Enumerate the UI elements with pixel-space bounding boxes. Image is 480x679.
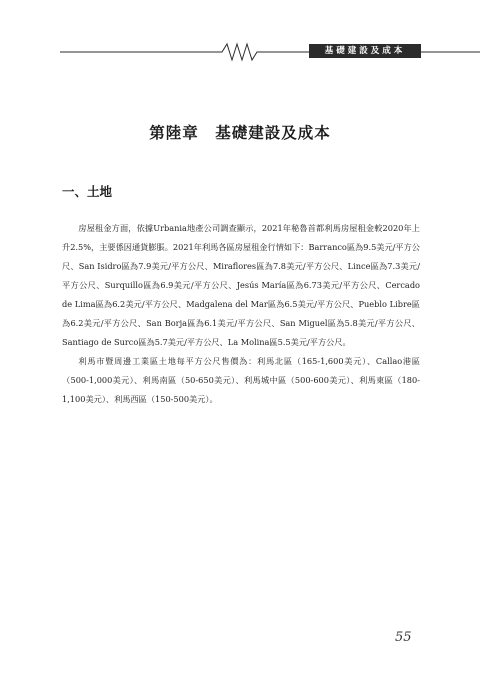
- paragraph-rental-prices: 房屋租金方面，依據Urbania地產公司調查顯示，2021年秘魯首都利馬房屋租金較2020年上升2.5%，主要係因通貨膨脹。2021年利馬各區房屋租金行情如下：Barranco區為9.5美元/平方公尺、San Isidro區為7.9美元/平方公尺、Miraflores區為7.8美元/平方公尺、Lince區為7.3美元/平方公尺、Surquillo區為6.9美元/平方公尺、Jesús María區為6.73美元/平方公尺、Cercado de Lima區為6.2美元/平方公尺、Madgalena del Mar區為6.5美元/平方公尺、Pueblo Libre區為6.2美元/平方公尺、San Borja區為6.1美元/平方公尺、San Miguel區為5.8美元/平方公尺、Santiago de Surco區為5.7美元/平方公尺、La Molina區5.5美元/平方公尺。: [62, 223, 420, 347]
- paragraph-land-prices: 利馬市暨周邊工業區土地每平方公尺售價為：利馬北區（165-1,600美元）、Callao港區（500-1,000美元）、利馬南區（50-650美元）、利馬城中區（500-600美元）、利馬東區（180-1,100美元）、利馬西區（150-500美元）。: [62, 356, 420, 404]
- body-text: [62, 219, 420, 409]
- section-heading: 一、土地: [62, 184, 113, 199]
- running-header-tag: 基礎建設及成本: [309, 44, 421, 58]
- header-pulse-line: [60, 44, 309, 60]
- page-number: 55: [395, 630, 412, 645]
- chapter-title: 第陸章 基礎建設及成本: [149, 123, 331, 142]
